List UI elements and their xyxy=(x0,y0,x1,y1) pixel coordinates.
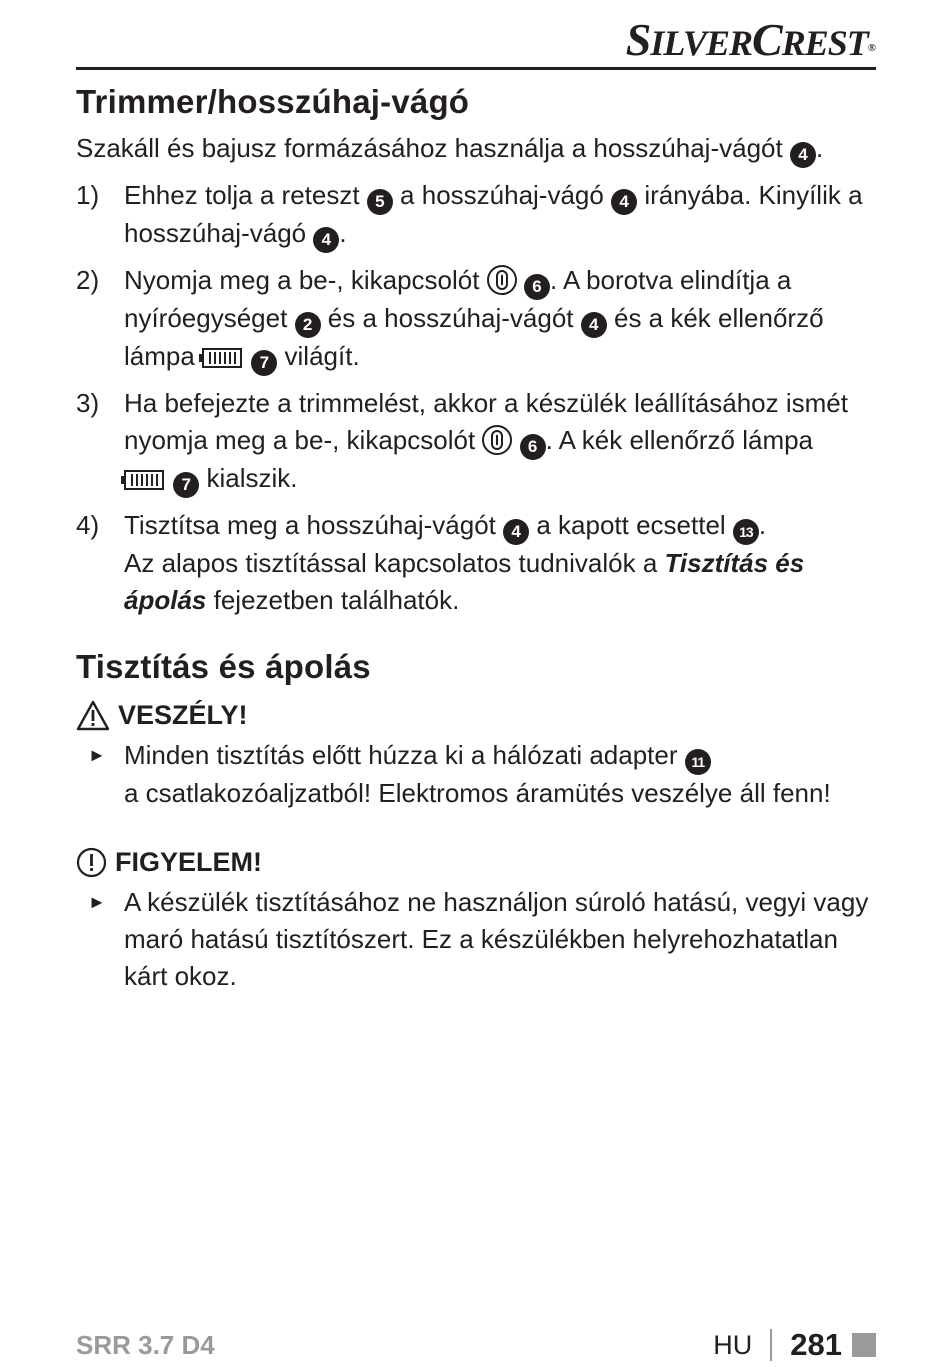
power-button-icon xyxy=(487,265,517,295)
step-item: 4) Tisztítsa meg a hosszúhaj-vágót 4 a kapott ecsettel 13 . Az alapos tisztítással kapcsolatos tudnivalók a Tisztítás és ápolás fejezetben találhatók. xyxy=(76,507,876,619)
caution-heading: FIGYELEM! xyxy=(76,844,876,880)
danger-bullet: ► Minden tisztítás előtt húzza ki a hálózati adapter 11 a csatlakozóaljzatból! Elektromos áramütés veszélye áll fenn! xyxy=(76,737,876,812)
part-number-badge: 4 xyxy=(611,189,637,215)
step-number: 3) xyxy=(76,388,100,418)
language-code: HU xyxy=(713,1329,753,1360)
silvercrest-logo: SILVERCREST® xyxy=(625,14,875,65)
page-footer xyxy=(713,1323,876,1367)
part-number-badge: 4 xyxy=(581,312,607,338)
part-number-badge: 6 xyxy=(520,434,546,460)
caution-bullet: ► A készülék tisztításához ne használjon súroló hatású, vegyi vagy maró hatású tisztítószert. Ez a készülékben helyrehozhatatlan kárt okoz. xyxy=(76,884,876,995)
page-number: 281 xyxy=(790,1327,842,1362)
part-number-badge: 13 xyxy=(733,519,759,545)
header-rule xyxy=(76,67,876,70)
part-number-badge: 4 xyxy=(503,519,529,545)
part-number-badge: 2 xyxy=(295,312,321,338)
part-number-badge: 5 xyxy=(367,189,393,215)
part-number-badge: 7 xyxy=(173,472,199,498)
step-item: 2) Nyomja meg a be-, kikapcsolót 6 . A borotva elindítja a nyíróegységet 2 és a hosszúhaj-vágót 4 és a kék ellenőrző lámpa 7 világít. xyxy=(76,262,876,376)
warning-triangle-icon xyxy=(76,700,110,731)
power-button-icon xyxy=(482,425,512,455)
section-title-trimmer: Trimmer/hosszúhaj-vágó xyxy=(76,83,470,120)
step-number: 4) xyxy=(76,510,100,540)
bullet-arrow-icon: ► xyxy=(88,892,106,912)
section-title-cleaning: Tisztítás és ápolás xyxy=(76,648,371,685)
battery-indicator-icon xyxy=(124,470,164,490)
step-number: 1) xyxy=(76,180,100,210)
danger-heading: VESZÉLY! xyxy=(76,697,876,733)
model-number: SRR 3.7 D4 xyxy=(76,1330,215,1360)
part-number-badge: 4 xyxy=(790,142,816,168)
intro-paragraph: Szakáll és bajusz formázásához használja a hosszúhaj-vágót 4 . xyxy=(76,130,876,168)
footer-divider xyxy=(770,1329,772,1361)
exclamation-circle-icon xyxy=(76,847,107,878)
part-number-badge: 7 xyxy=(251,350,277,376)
battery-indicator-icon xyxy=(202,348,242,368)
step-item: 3) Ha befejezte a trimmelést, akkor a készülék leállításához ismét nyomja meg a be-, kikapcsolót 6 . A kék ellenőrző lámpa 7 kialszik. xyxy=(76,385,876,498)
step-number: 2) xyxy=(76,265,100,295)
page-marker-square xyxy=(852,1333,876,1357)
part-number-badge: 4 xyxy=(313,227,339,253)
bullet-arrow-icon: ► xyxy=(88,745,106,765)
part-number-badge: 6 xyxy=(524,274,550,300)
part-number-badge: 11 xyxy=(685,749,711,775)
page-content xyxy=(76,80,876,999)
chapter-reference: Tisztítás és ápolás xyxy=(124,548,805,615)
step-item: 1) Ehhez tolja a reteszt 5 a hosszúhaj-vágó 4 irányába. Kinyílik a hosszúhaj-vágó 4 . xyxy=(76,177,876,253)
